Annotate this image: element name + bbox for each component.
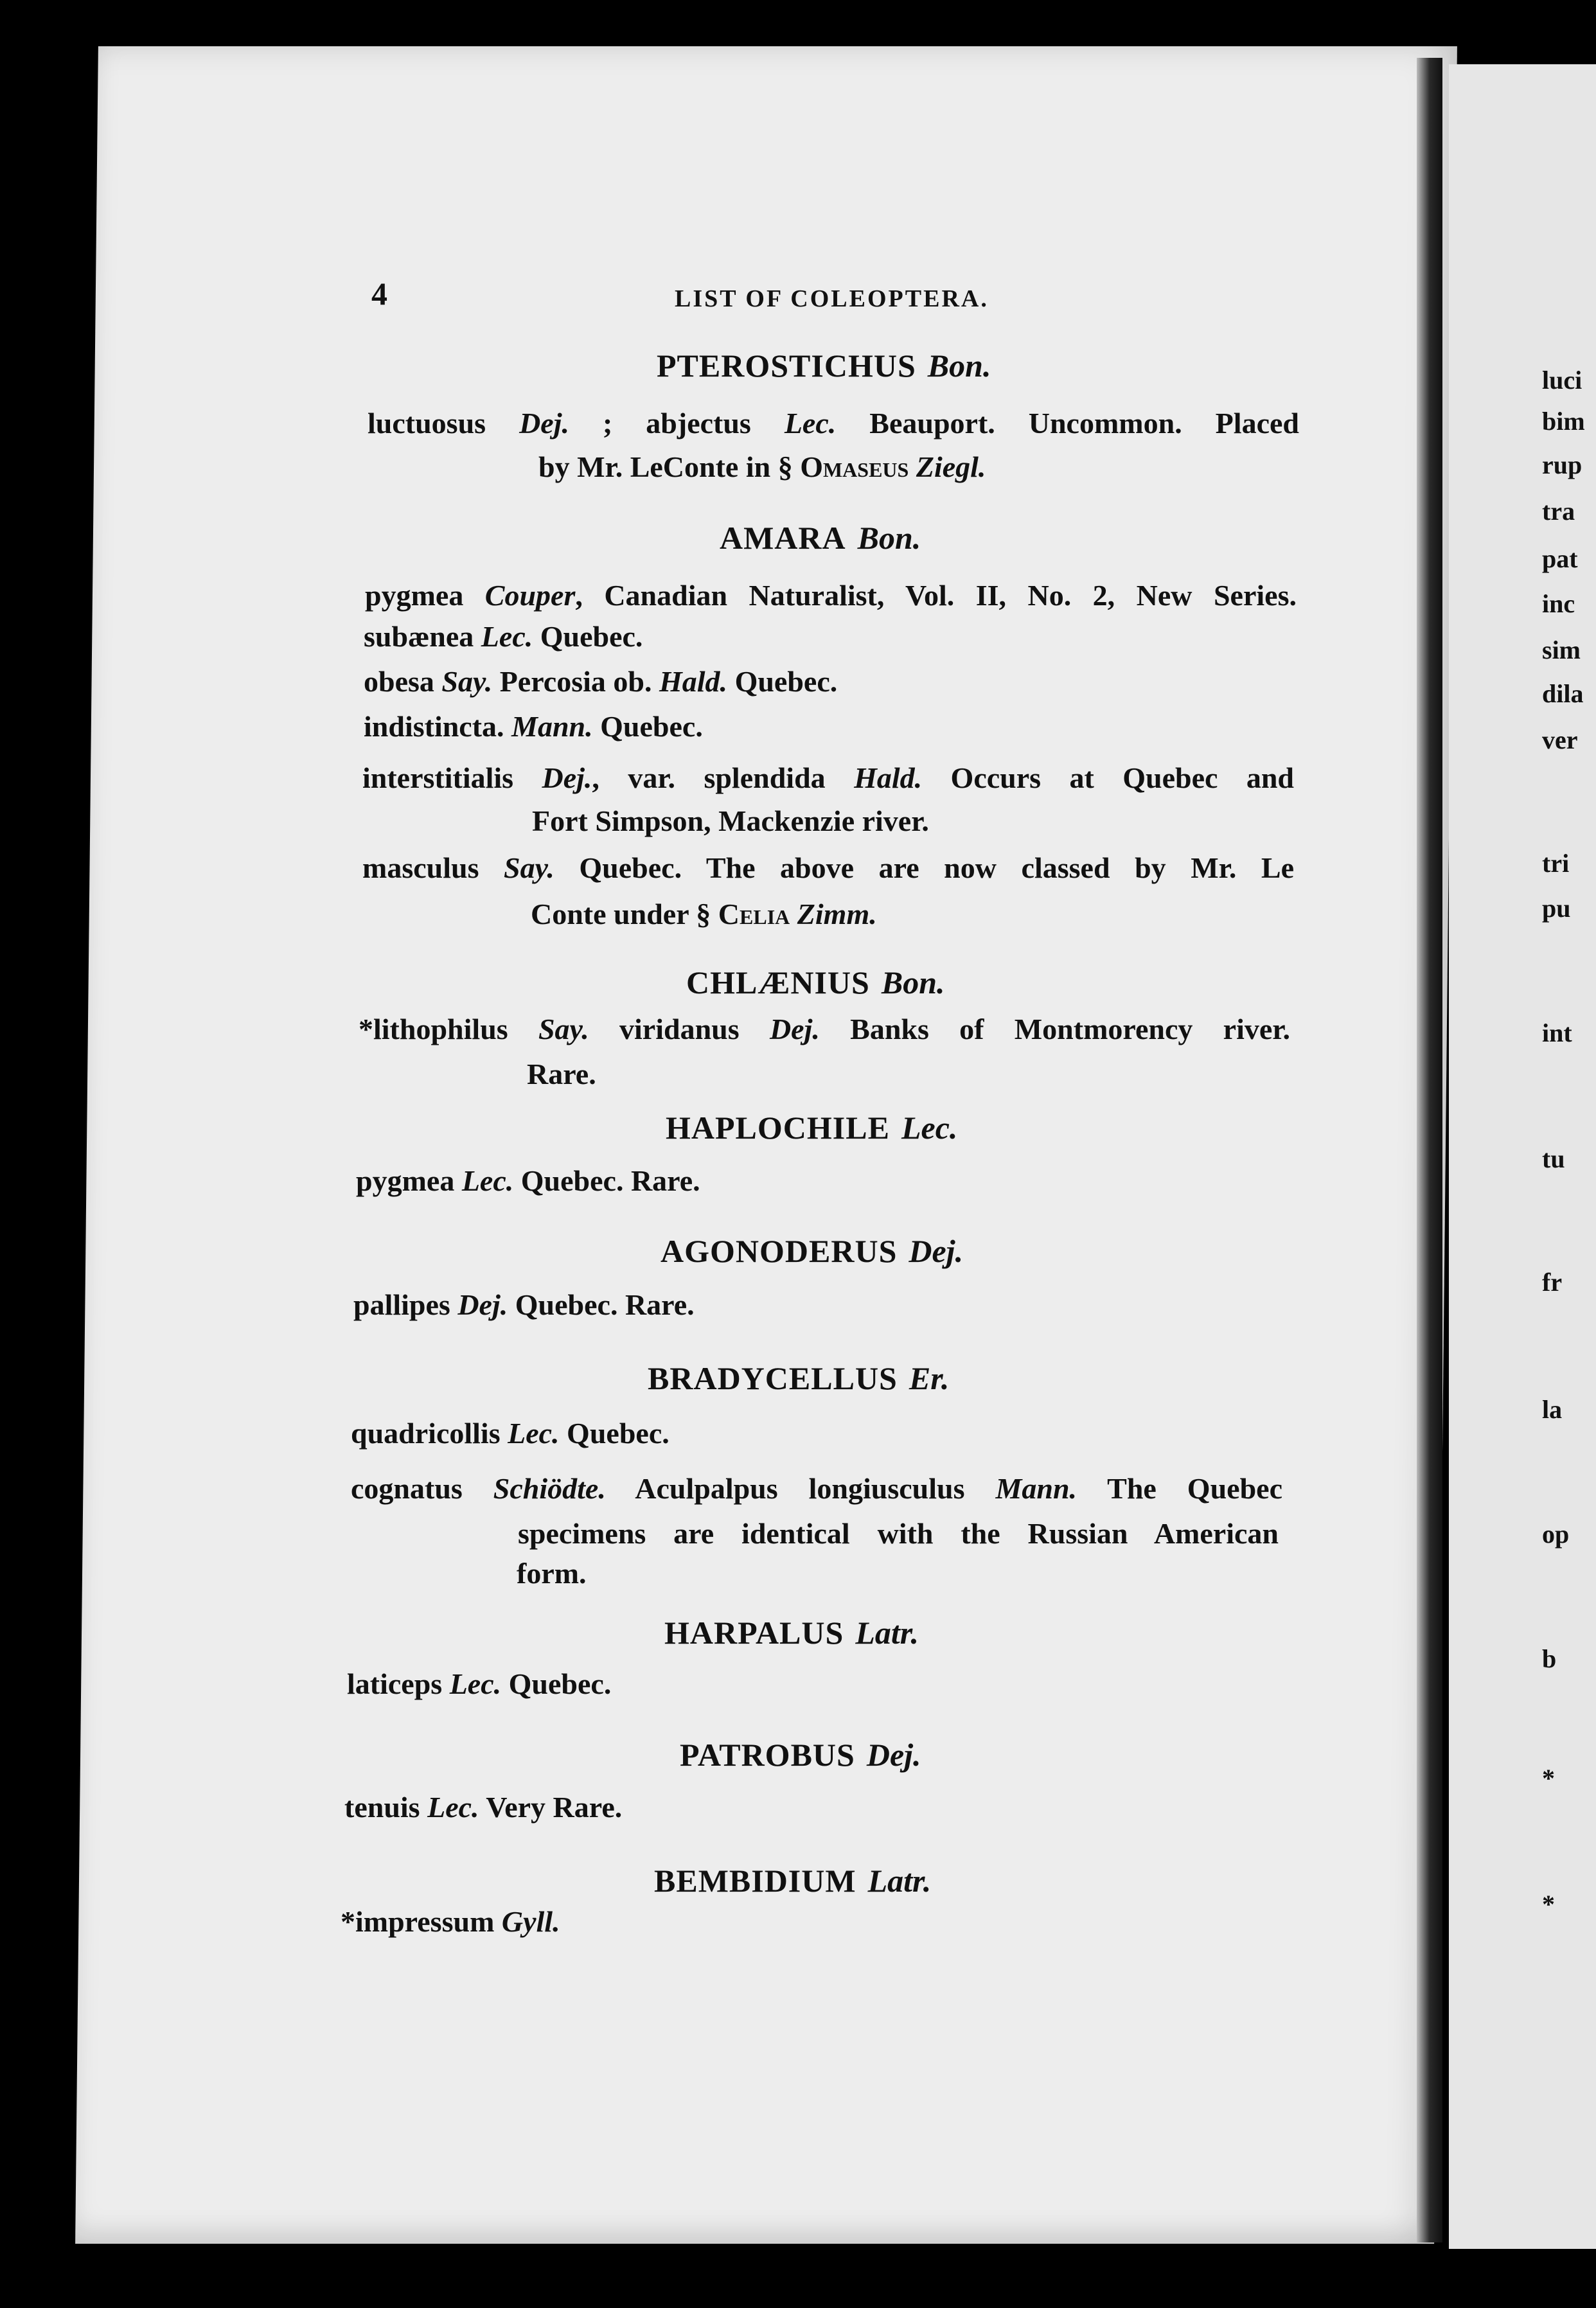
entry-line: *impressum Gyll. <box>341 1905 560 1938</box>
right-page-fragment: b <box>1542 1644 1557 1673</box>
genus-heading-chlaenius: CHLÆNIUS Bon. <box>686 964 945 1000</box>
entry-line: subænea Lec. Quebec. <box>364 620 643 653</box>
right-page-fragment: rup <box>1542 450 1583 479</box>
book-gutter <box>1417 58 1442 2242</box>
entry-line: interstitialis Dej., var. splendida Hald. Occurs at Quebec and <box>362 761 1295 794</box>
entry-line: Rare. <box>527 1058 596 1090</box>
entry-line: specimens are identical with the Russian American <box>518 1517 1279 1550</box>
running-head: LIST OF COLEOPTERA. <box>675 285 989 312</box>
genus-heading-pterostichus: PTEROSTICHUS Bon. <box>657 348 991 384</box>
entry-line: *lithophilus Say. viridanus Dej. Banks of Montmorency river. <box>359 1013 1290 1045</box>
page-number: 4 <box>371 276 387 312</box>
genus-heading-bembidium: BEMBIDIUM Latr. <box>654 1863 932 1899</box>
entry-line: luctuosus Dej. ; abjectus Lec. Beauport. Uncommon. Placed <box>368 407 1299 439</box>
right-page-fragment: * <box>1542 1764 1555 1793</box>
right-page-fragment: ver <box>1542 725 1578 754</box>
entry-line: Fort Simpson, Mackenzie river. <box>532 804 929 837</box>
entry-line: masculus Say. Quebec. The above are now classed by Mr. Le <box>362 851 1294 884</box>
entry-line: obesa Say. Percosia ob. Hald. Quebec. <box>364 665 838 698</box>
genus-heading-haplochile: HAPLOCHILE Lec. <box>666 1110 958 1146</box>
right-page-fragment: sim <box>1542 635 1581 664</box>
genus-heading-agonoderus: AGONODERUS Dej. <box>661 1233 964 1269</box>
right-page-fragment: tu <box>1542 1144 1565 1173</box>
right-page-fragment: luci <box>1542 366 1583 395</box>
right-page-fragment: dila <box>1542 679 1584 708</box>
right-page-fragment: tri <box>1542 849 1570 878</box>
genus-heading-harpalus: HARPALUS Latr. <box>664 1615 919 1651</box>
entry-line: pygmea Couper, Canadian Naturalist, Vol. II, No. 2, New Series. <box>365 579 1297 612</box>
right-page-fragment: * <box>1542 1890 1555 1919</box>
entry-line: form. <box>517 1557 587 1590</box>
entry-line: laticeps Lec. Quebec. <box>347 1667 612 1700</box>
entry-line: pallipes Dej. Quebec. Rare. <box>353 1288 695 1321</box>
entry-line: tenuis Lec. Very Rare. <box>344 1791 623 1824</box>
genus-heading-amara: AMARA Bon. <box>720 520 921 556</box>
right-page-fragment: tra <box>1542 497 1575 526</box>
entry-line: quadricollis Lec. Quebec. <box>351 1417 669 1450</box>
entry-line: indistincta. Mann. Quebec. <box>364 710 703 743</box>
right-page-fragment: bim <box>1542 407 1585 436</box>
right-page-fragment: fr <box>1542 1268 1563 1297</box>
right-page-fragment: int <box>1542 1018 1572 1047</box>
entry-line: cognatus Schiödte. Aculpalpus longiusculus Mann. The Quebec <box>351 1472 1282 1505</box>
genus-heading-patrobus: PATROBUS Dej. <box>680 1737 921 1773</box>
right-page-fragment: la <box>1542 1395 1563 1424</box>
right-page-fragment: op <box>1542 1520 1570 1549</box>
genus-heading-bradycellus: BRADYCELLUS Er. <box>648 1360 950 1396</box>
entry-line: pygmea Lec. Quebec. Rare. <box>356 1164 700 1197</box>
entry-line: by Mr. LeConte in § Omaseus Ziegl. <box>538 450 986 483</box>
right-page-fragment: inc <box>1542 589 1575 618</box>
entry-line: Conte under § Celia Zimm. <box>531 898 877 930</box>
right-page-fragment: pu <box>1542 894 1571 923</box>
right-page-fragment: pat <box>1542 544 1578 573</box>
